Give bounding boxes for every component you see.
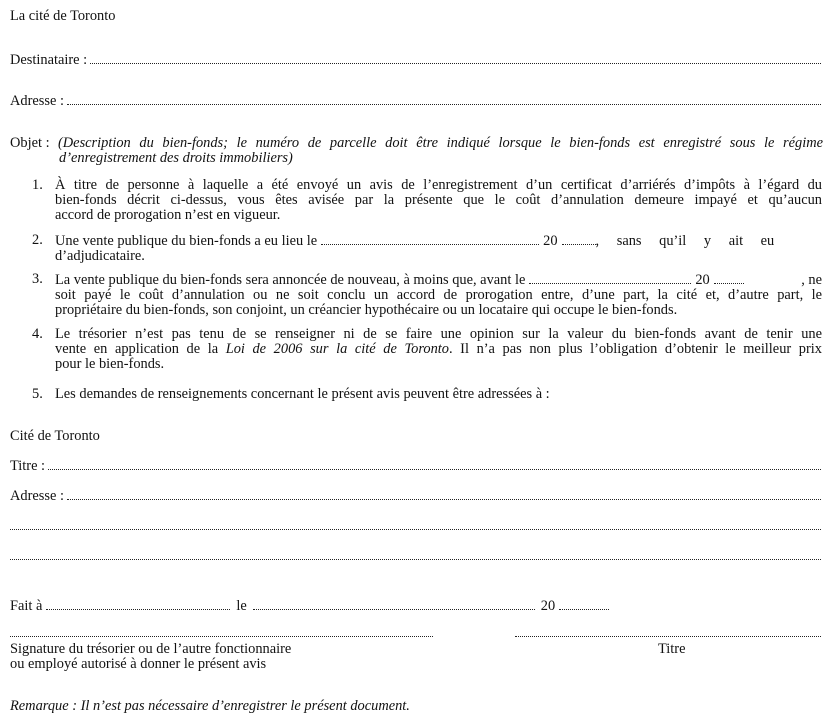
item-4-line2a: vente en application de la: [55, 341, 219, 357]
signature-caption-2: ou employé autorisé à donner le présent avis: [10, 656, 267, 672]
item-4-line1: Le trésorier n’est pas tenu de se renseigner ni de se faire une opinion sur la valeur du bien-fonds avant de tenir une: [55, 326, 822, 342]
item-2-date-blank[interactable]: [321, 233, 539, 245]
item-4-number: 4.: [32, 326, 43, 342]
item-3-text: [55, 272, 822, 318]
subject-desc-line2: d’enregistrement des droits immobiliers): [59, 150, 293, 166]
contact-title-field[interactable]: [10, 458, 821, 474]
item-5-number: 5.: [32, 386, 43, 402]
done-at-place-blank[interactable]: [46, 598, 230, 610]
title-caption: Titre: [658, 641, 686, 657]
item-2-year: 20: [543, 233, 558, 249]
item-2-text: [55, 233, 822, 264]
recipient-field[interactable]: [10, 52, 821, 68]
title-blank[interactable]: [515, 625, 821, 637]
contact-address-blank-2[interactable]: [10, 518, 821, 530]
subject-desc-line1: (Description du bien-fonds; le numéro de parcelle doit être indiqué lorsque le bien-fonds est enregistré sous le régime: [58, 135, 823, 151]
item-3-line2: soit payé le coût d’annulation ou ne soit conclu un accord de prorogation entre, d’une part, la cité et, d’autre part, le: [55, 287, 822, 303]
item-3-date-blank[interactable]: [529, 272, 691, 284]
done-on-date-blank[interactable]: [253, 598, 535, 610]
contact-title-blank[interactable]: [48, 458, 821, 470]
item-3-text-b: , ne: [801, 272, 822, 288]
contact-address-line2[interactable]: [10, 518, 821, 530]
item-1-line2: bien-fonds décrit ci-dessus, vous êtes avisée par la présente que le coût d’annulation demeure impayé et qu’aucun: [55, 192, 822, 208]
signature-caption-1: Signature du trésorier ou de l’autre fonctionnaire: [10, 641, 292, 657]
contact-city: Cité de Toronto: [10, 428, 100, 444]
contact-address-field[interactable]: [10, 488, 821, 504]
address-blank[interactable]: [67, 93, 821, 105]
note: [10, 699, 410, 714]
address-field[interactable]: [10, 93, 821, 109]
item-2-line2: d’adjudicataire.: [55, 248, 145, 264]
item-2-text-b: , sans qu’il y ait eu: [595, 233, 775, 249]
item-1-line1: À titre de personne à laquelle a été envoyé un avis de l’enregistrement d’un certificat d’arriérés d’impôts à l’égard du: [55, 177, 822, 193]
done-year-label: 20: [540, 598, 556, 614]
title-line[interactable]: [515, 625, 821, 641]
item-5-text: Les demandes de renseignements concernant le présent avis peuvent être adressées à :: [55, 386, 550, 402]
note-text: Remarque : Il n’est pas nécessaire d’enregistrer le présent document.: [10, 698, 410, 714]
subject-description: [58, 136, 823, 166]
contact-title-label: Titre :: [10, 458, 46, 474]
item-1-line3: accord de prorogation n’est en vigueur.: [55, 207, 281, 223]
item-2-number: 2.: [32, 232, 43, 248]
recipient-label: Destinataire :: [10, 52, 88, 68]
item-4-law-title: Loi de 2006 sur la cité de Toronto: [225, 341, 449, 357]
item-3-text-a: La vente publique du bien-fonds sera annoncée de nouveau, à moins que, avant le: [55, 272, 526, 288]
done-at-label: Fait à: [10, 598, 43, 614]
item-4-line3: pour le bien-fonds.: [55, 356, 165, 372]
item-1-number: 1.: [32, 177, 43, 193]
recipient-blank[interactable]: [90, 52, 821, 64]
item-2-text-a: Une vente publique du bien-fonds a eu lieu le: [55, 233, 318, 249]
subject-label: Objet :: [10, 135, 50, 151]
contact-address-blank-3[interactable]: [10, 548, 821, 560]
signature-blank[interactable]: [10, 625, 433, 637]
item-1-text: [55, 178, 822, 223]
address-label: Adresse :: [10, 93, 64, 109]
signature-line[interactable]: [10, 625, 433, 641]
done-year-blank[interactable]: [559, 598, 609, 610]
item-4-line2b: . Il n’a pas non plus l’obligation d’obtenir le meilleur prix: [448, 341, 822, 357]
done-at-row: [10, 598, 609, 614]
city-heading: La cité de Toronto: [10, 8, 116, 24]
done-on-label: le: [236, 598, 247, 614]
item-3-line3: propriétaire du bien-fonds, son conjoint, un créancier hypothécaire ou un locataire qui occupe le bien-fonds.: [55, 302, 678, 318]
item-2-year-blank[interactable]: [562, 233, 596, 245]
contact-address-blank[interactable]: [67, 488, 821, 500]
item-2-text-b-wrap: [596, 234, 822, 249]
item-3-number: 3.: [32, 271, 43, 287]
contact-address-label: Adresse :: [10, 488, 64, 504]
item-3-year-blank[interactable]: [714, 272, 744, 284]
item-4-text: [55, 327, 822, 372]
item-4-line2: [55, 342, 822, 357]
item-3-year: 20: [695, 272, 710, 288]
contact-address-line3[interactable]: [10, 548, 821, 560]
